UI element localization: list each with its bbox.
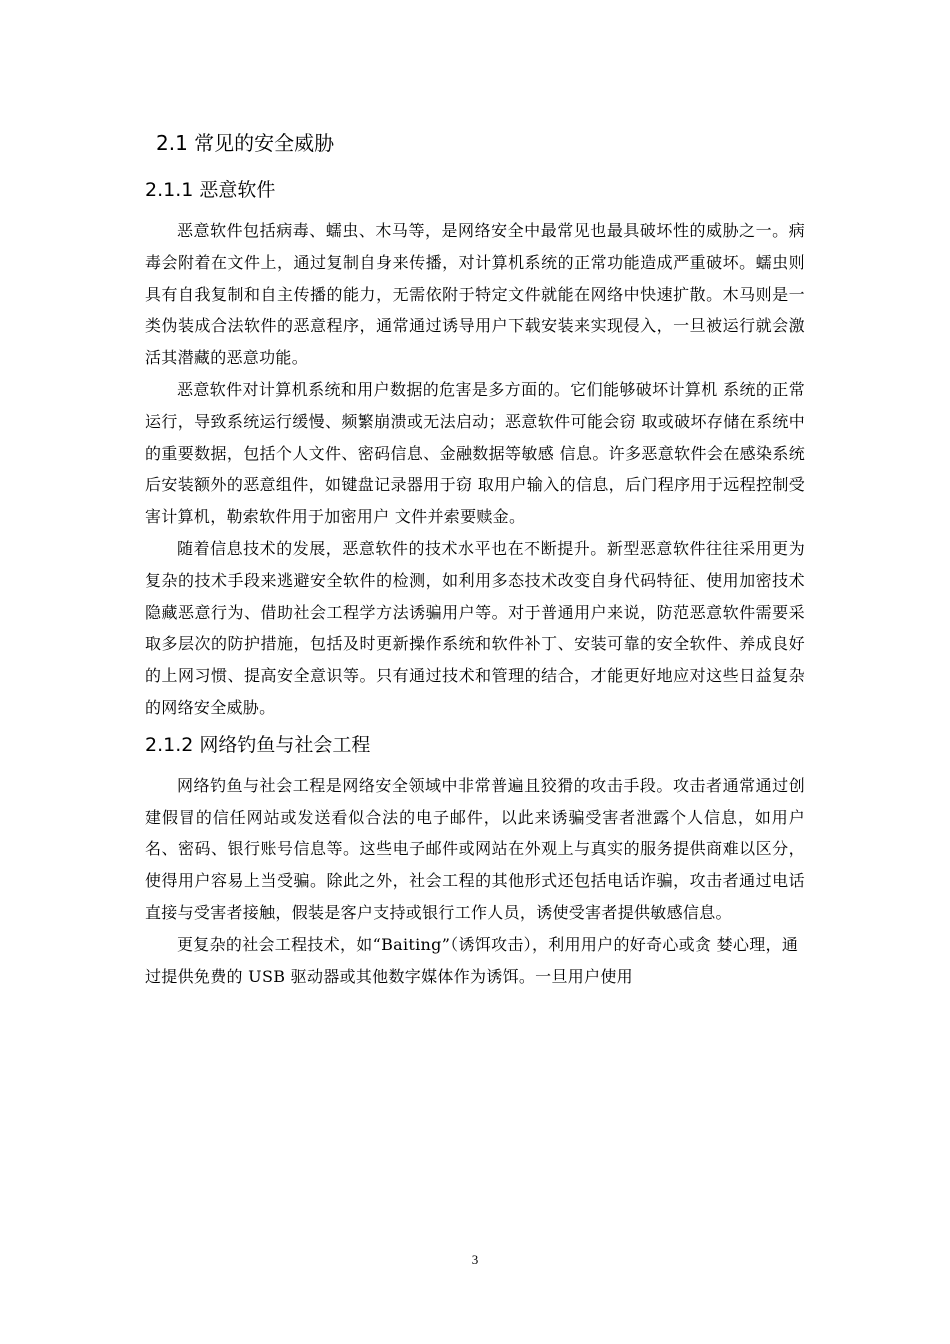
page-number: 3 [471,1252,479,1267]
section-heading: 2.1 常见的安全威胁 [156,131,335,155]
paragraph: 网络钓鱼与社会工程是网络安全领域中非常普遍且狡猾的攻击手段。攻击者通常通过创建假冒的信任网站或发送看似合法的电子邮件，以此来诱骗受害者泄露个人信息，如用户名、密码、银行账号信息等。这些电子邮件或网站在外观上与真实的服务提供商难以区分，使得用户容易上当受骗。除此之外，社会工程的其他形式还包括电话诈骗，攻击者通过电话直接与受害者接触，假装是客户支持或银行工作人员，诱使受害者提供敏感信息。 [145,775,805,922]
subsection-heading-phishing: 2.1.2 网络钓鱼与社会工程 [145,733,371,756]
page-content [145,128,805,992]
paragraph: 恶意软件对计算机系统和用户数据的危害是多方面的。它们能够破坏计算机 系统的正常运行，导致系统运行缓慢、频繁崩溃或无法启动；恶意软件可能会窃 取或破坏存储在系统中的重要数据，包括个人文件、密码信息、金融数据等敏感 信息。许多恶意软件会在感染系统后安装额外的恶意组件，如键盘记录器用于窃 取用户输入的信息，后门程序用于远程控制受害计算机，勒索软件用于加密用户 文件并索要赎金。 [145,379,805,527]
paragraph: 随着信息技术的发展，恶意软件的技术水平也在不断提升。新型恶意软件往往采用更为复杂的技术手段来逃避安全软件的检测，如利用多态技术改变自身代码特征、使用加密技术隐藏恶意行为、借助社会工程学方法诱骗用户等。对于普通用户来说，防范恶意软件需要采取多层次的防护措施，包括及时更新操作系统和软件补丁、安装可靠的安全软件、养成良好的上网习惯、提高安全意识等。只有通过技术和管理的结合，才能更好地应对这些日益复杂的网络安全威胁。 [145,538,805,717]
paragraph: 更复杂的社会工程技术，如“Baiting”（诱饵攻击），利用用户的好奇心或贪 婪心理，通过提供免费的 USB 驱动器或其他数字媒体作为诱饵。一旦用户使用 [145,934,799,986]
paragraph: 恶意软件包括病毒、蠕虫、木马等，是网络安全中最常见也最具破坏性的威胁之一。病毒会附着在文件上，通过复制自身来传播，对计算机系统的正常功能造成严重破坏。蠕虫则具有自我复制和自主传播的能力，无需依附于特定文件就能在网络中快速扩散。木马则是一类伪装成合法软件的恶意程序，通常通过诱导用户下载安装来实现侵入，一旦被运行就会激活其潜藏的恶意功能。 [145,221,805,368]
subsection-heading-malware: 2.1.1 恶意软件 [145,179,276,201]
